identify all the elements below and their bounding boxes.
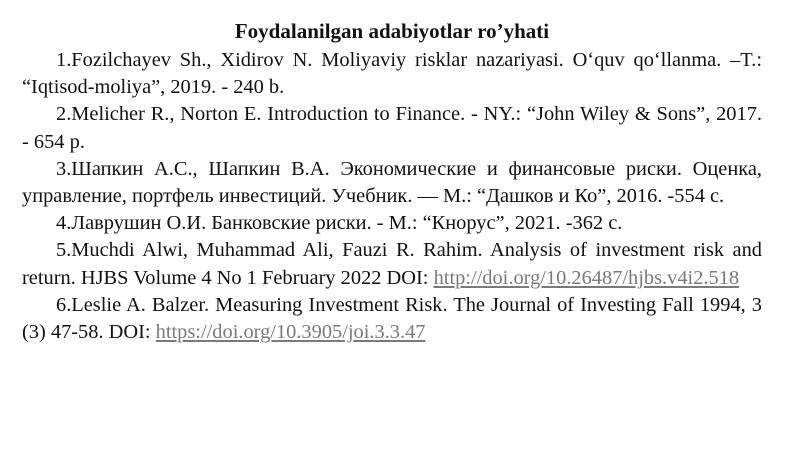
reference-item-2 <box>22 101 762 155</box>
reference-text: 1.Fozilchayev Sh., Xidirov N. Moliyaviy risklar nazariyasi. O‘quv qo‘llanma. –T.: “Iqtisod-moliya”, 2019. - 240 b. <box>22 49 762 99</box>
reference-item-4 <box>22 210 762 237</box>
reference-item-5 <box>22 237 762 291</box>
doi-link[interactable]: https://doi.org/10.3905/joi.3.3.47 <box>155 321 426 344</box>
page-title: Foydalanilgan adabiyotlar ro’yhati <box>234 19 550 43</box>
reference-item-3 <box>22 156 762 210</box>
reference-text: 6.Leslie A. Balzer. Measuring Investment Risk. The Journal of Investing Fall 1994, 3 (3) 47-58. DOI: <box>22 293 762 344</box>
reference-item-6 <box>22 292 762 346</box>
doi-link[interactable]: http://doi.org/10.26487/hjbs.v4i2.518 <box>433 266 740 289</box>
slide-content <box>22 16 762 346</box>
reference-text: 5.Muchdi Alwi, Muhammad Ali, Fauzi R. Rahim. Analysis of investment risk and return. HJBS Volume 4 No 1 February 2022 DOI: <box>22 239 762 289</box>
reference-text: 2.Melicher R., Norton E. Introduction to Finance. - NY.: “John Wiley & Sons”, 2017. - 654 p. <box>22 103 762 153</box>
reference-text: 4.Лаврушин О.И. Банковские риски. - М.: “Кнорус”, 2021. -362 с. <box>56 212 623 235</box>
reference-item-1 <box>22 47 762 101</box>
reference-text: 3.Шапкин А.С., Шапкин В.А. Экономические и финансовые риски. Оценка, управление, портфель инвестиций. Учебник. — М.: “Дашков и Ко”, 2016. -554 с. <box>22 157 762 208</box>
